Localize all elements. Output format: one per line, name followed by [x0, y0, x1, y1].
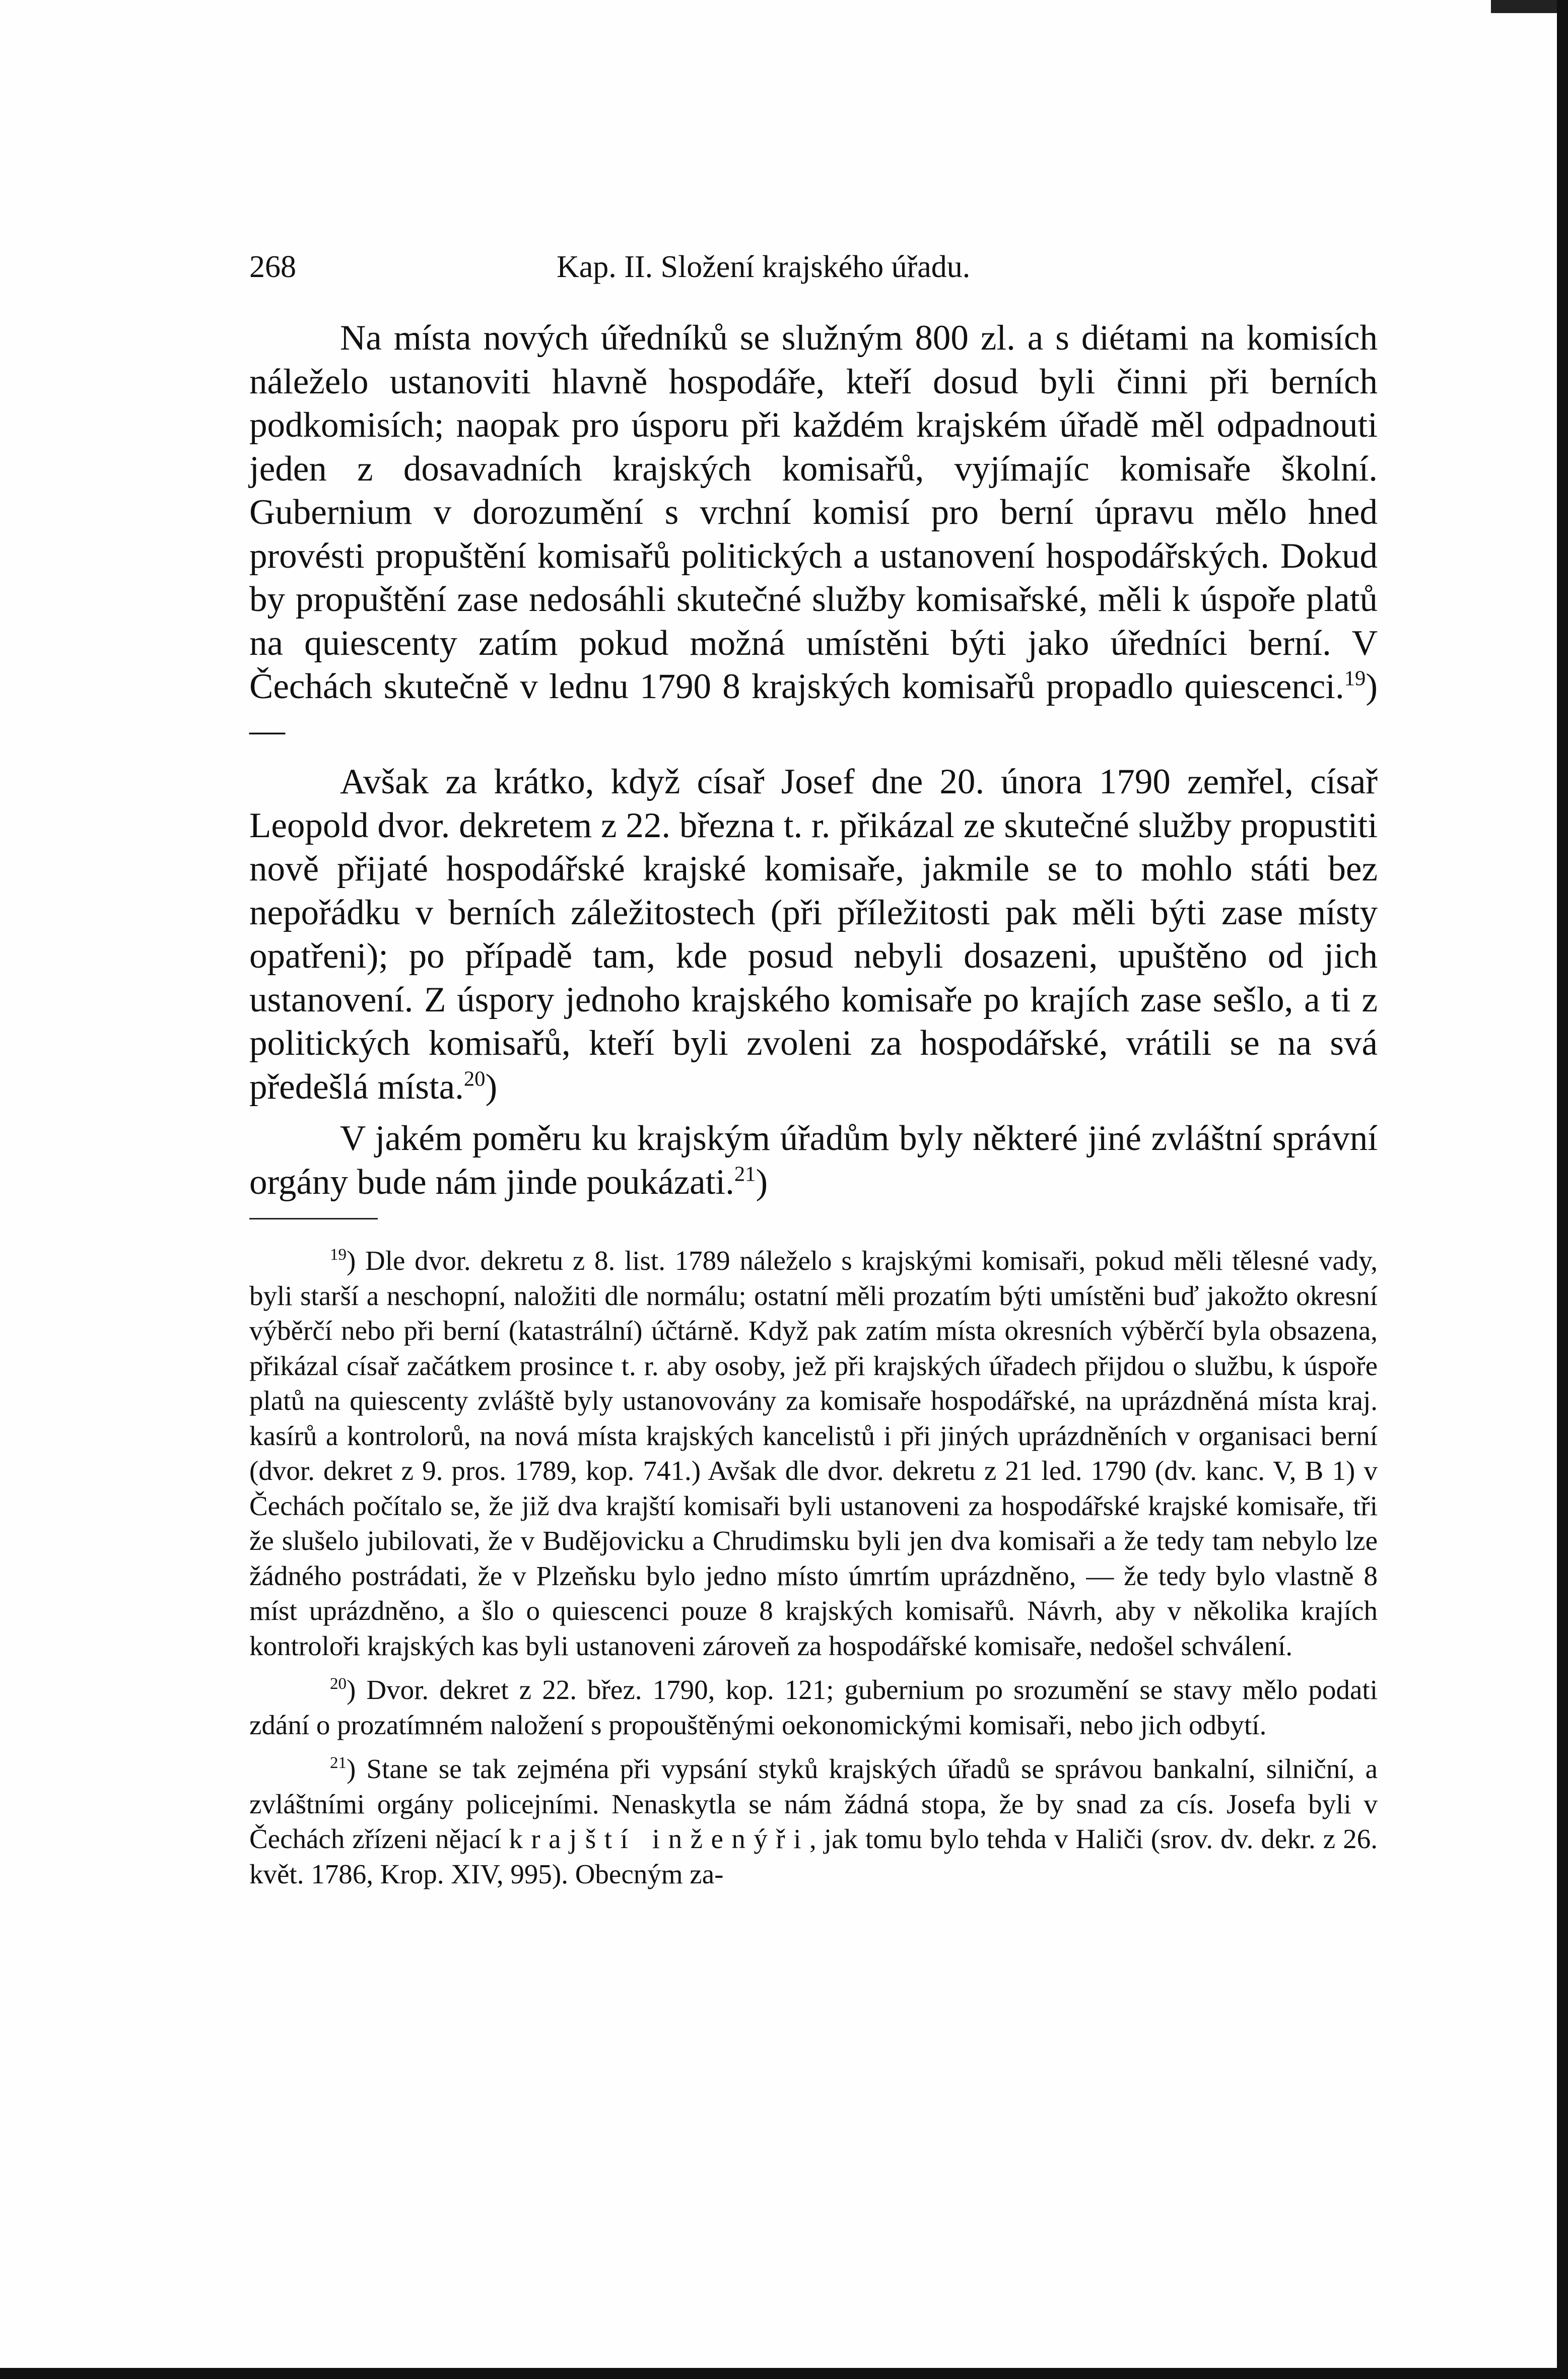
footnotes	[249, 1243, 1378, 1891]
footnote-20-mark: 20	[330, 1675, 347, 1693]
paragraph-1	[249, 316, 1378, 752]
paragraph-2-text: Avšak za krátko, když císař Josef dne 20. února 1790 zemřel, císař Leopold dvor. dekretem z 22. března t. r. přikázal ze skutečné služby propustiti nově přijaté hospodářské krajské komisaře, jakmile se to mohlo státi bez nepořádku v berních záležitostech (při příležitosti pak měli býti zase místy opatřeni); po případě tam, kde posud nebyli dosazeni, upuštěno od jich ustanovení. Z úspory jednoho krajského komisaře po krajích zase sešlo, a ti z politických komisařů, kteří byli zvoleni za hospodářské, vrátili se na svá předešlá místa.	[249, 762, 1378, 1107]
paragraph-1-text: Na místa nových úředníků se služným 800 zl. a s diétami na komisích náleželo ustanoviti hlavně hospodáře, kteří dosud byli činni při berních podkomisích; naopak pro úsporu při každém krajském úřadě měl odpadnouti jeden z dosavadních krajských komisařů, vyjímajíc komisaře školní. Gubernium v dorozumění s vrchní komisí pro berní úpravu mělo hned provésti propuštění komisařů politických a ustanovení hospodářských. Dokud by propuštění zase nedosáhli skutečné služby komisařské, měli k úspoře platů na quiescenty zatím pokud možná umístěni býti jako úředníci berní. V Čechách skutečně v lednu 1790 8 krajských komisařů propadlo quiescenci.	[249, 318, 1378, 706]
footnote-21	[249, 1751, 1378, 1891]
footnote-20-text: ) Dvor. dekret z 22. břez. 1790, kop. 121; gubernium po srozumění se stavy mělo podati zdání o prozatímném naložení s propouštěnými oekonomickými komisaři, nebo jich odbytí.	[249, 1674, 1378, 1740]
page-header	[249, 249, 1378, 295]
paragraph-2	[249, 760, 1378, 1109]
footnote-20	[249, 1672, 1378, 1742]
paragraph-3	[249, 1117, 1378, 1204]
paragraph-3-text: V jakém poměru ku krajským úřadům byly některé jiné zvláštní správní orgány bude nám jinde poukázati.	[249, 1119, 1378, 1202]
scan-edge-bottom	[0, 2368, 1568, 2379]
main-text	[249, 316, 1378, 1204]
footnote-21-spaced-term: krajští inženýři	[509, 1823, 810, 1854]
footnote-21-mark: 21	[330, 1754, 347, 1773]
footnote-21-text-b: , jak tomu bylo tehda v Haliči (srov. dv. dekr. z 26. květ. 1786, Krop. XIV, 995). Obecným za-	[249, 1823, 1378, 1889]
page-number: 268	[249, 250, 296, 284]
footnote-19	[249, 1243, 1378, 1663]
footnote-ref-20: 20	[463, 1066, 486, 1091]
paragraph-1-tail: ) —	[249, 667, 1378, 750]
footnote-ref-21: 21	[734, 1162, 756, 1186]
footnote-ref-19: 19	[1344, 666, 1366, 691]
running-title: Kap. II. Složení krajského úřadu.	[557, 250, 971, 284]
paragraph-3-tail: )	[756, 1162, 768, 1202]
scan-edge-right	[1557, 0, 1568, 2379]
footnote-19-text: ) Dle dvor. dekretu z 8. list. 1789 náleželo s krajskými komisaři, pokud měli tělesné vady, byli starší a neschopní, naložiti dle normálu; ostatní měli prozatím býti umístěni buď jakožto okresní výběrčí nebo při berní (katastrální) účtárně. Když pak zatím místa okresních výběrčí byla obsazena, přikázal císař začátkem prosince t. r. aby osoby, jež při krajských úřadech přijdou o službu, k úspoře platů na quiescenty zvláště byly ustanovovány za komisaře hospodářské, na uprázdněná místa kraj. kasírů a kontrolorů, na nová místa krajských kancelistů i při jiných uprázdněních v organisaci berní (dvor. dekret z 9. pros. 1789, kop. 741.) Avšak dle dvor. dekretu z 21 led. 1790 (dv. kanc. V, B 1) v Čechách počítalo se, že již dva krajští komisaři byli ustanoveni za hospodářské krajské komisaře, tři že slušelo jubilovati, že v Budějovicku a Chrudimsku byli jen dva komisaři a že tedy tam nebylo lze žádného postrádati, že v Plzeňsku bylo jedno místo úmrtím uprázdněno, — že tedy bylo vlastně 8 míst uprázdněno, a šlo o quiescenci pouze 8 krajských komisařů. Návrh, aby v několika krajích kontroloři krajských kas byli ustanoveni zároveň za hospodářské komisaře, nedošel schválení.	[249, 1245, 1378, 1661]
footnote-21-text-a: ) Stane se tak zejména při vypsání styků krajských úřadů se správou bankalní, silniční, a zvláštními orgány policejními. Nenaskytla se nám žádná stopa, že by snad za cís. Josefa byli v Čechách zřízeni nějací	[249, 1753, 1378, 1854]
footnote-19-mark: 19	[330, 1246, 347, 1264]
footnote-separator	[249, 1218, 378, 1219]
paragraph-2-tail: )	[485, 1067, 498, 1107]
